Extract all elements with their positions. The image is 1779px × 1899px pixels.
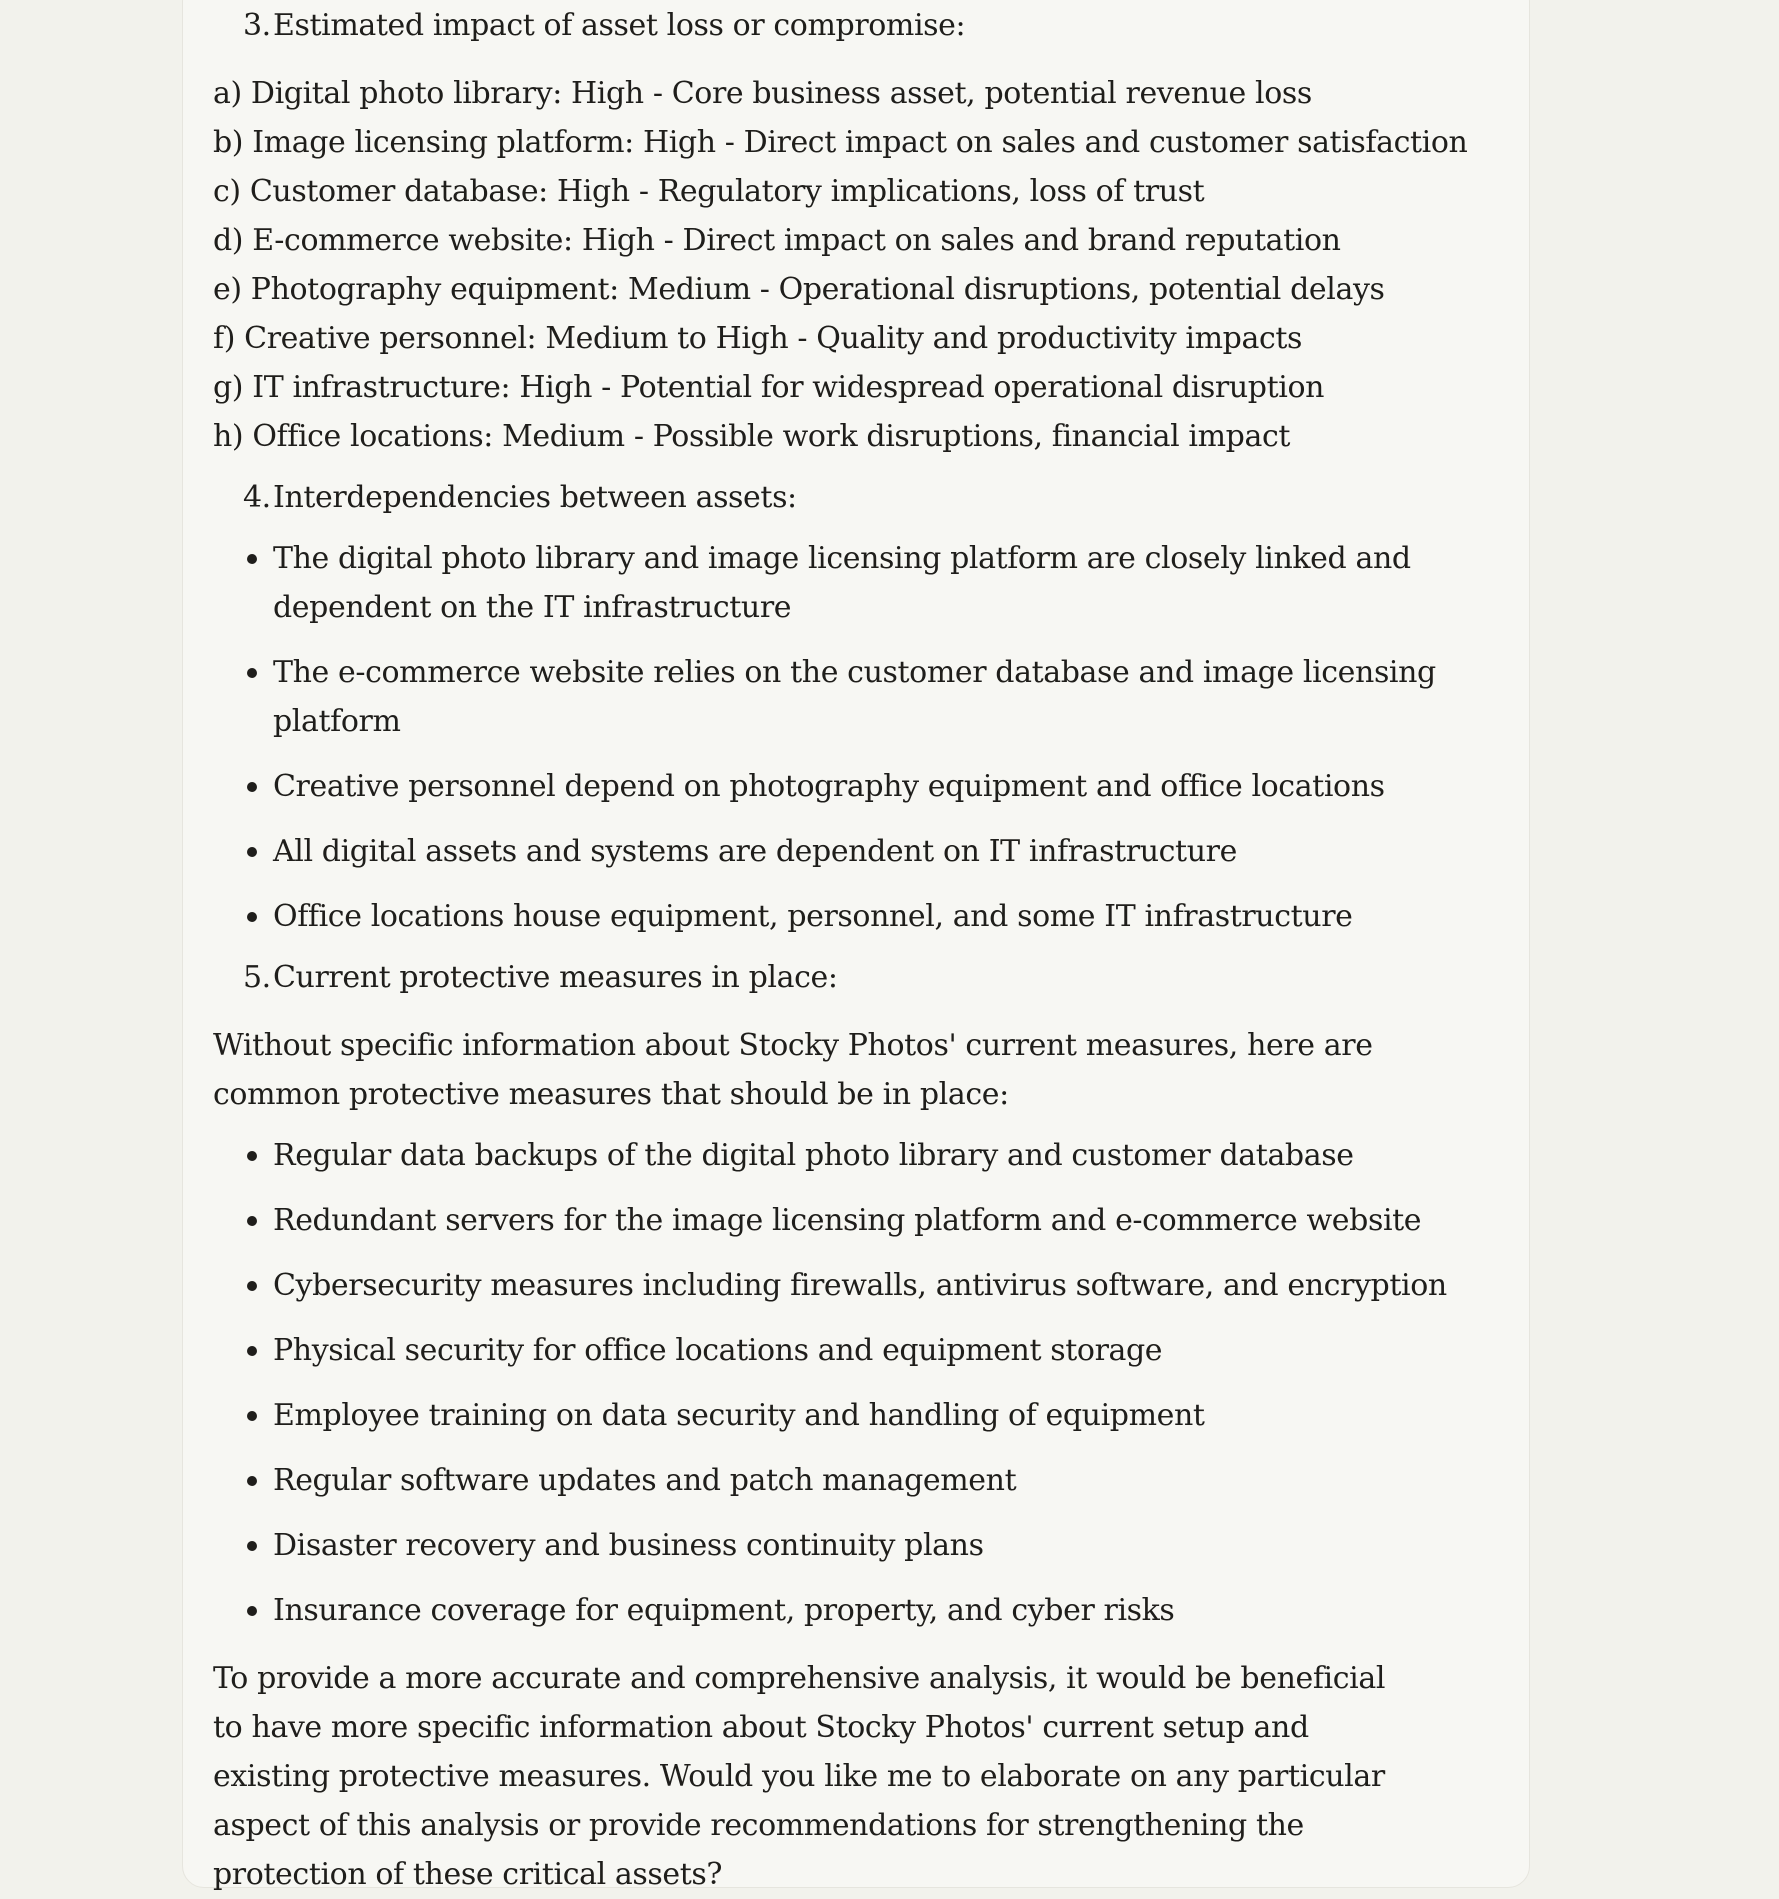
list-item xyxy=(213,762,1473,811)
list-item-text: Redundant servers for the image licensing platform and e-commerce website xyxy=(273,1203,1422,1238)
list-item-text: Regular data backups of the digital photo library and customer database xyxy=(273,1138,1354,1173)
list-item-text: All digital assets and systems are dependent on IT infrastructure xyxy=(273,834,1237,869)
section-5-title: Current protective measures in place: xyxy=(273,960,838,995)
bullet-icon xyxy=(247,1281,257,1291)
section-3-heading xyxy=(243,1,1473,50)
section-3-number: 3. xyxy=(243,8,271,43)
bullet-icon xyxy=(247,668,257,678)
section-3-title: Estimated impact of asset loss or compromise: xyxy=(273,8,966,43)
impact-item: d) E-commerce website: High - Direct impact on sales and brand reputation xyxy=(213,223,1341,258)
list-item-text: Creative personnel depend on photography equipment and office locations xyxy=(273,769,1385,804)
list-item xyxy=(213,827,1473,876)
list-item xyxy=(213,892,1473,941)
list-item xyxy=(213,1261,1473,1310)
message-content xyxy=(213,1,1473,1899)
bullet-icon xyxy=(247,1216,257,1226)
assistant-message-card xyxy=(182,0,1530,1892)
impact-item: a) Digital photo library: High - Core business asset, potential revenue loss xyxy=(213,76,1312,111)
list-item xyxy=(213,1326,1473,1375)
list-item xyxy=(213,1521,1473,1570)
list-item-text: Insurance coverage for equipment, property, and cyber risks xyxy=(273,1593,1175,1628)
list-item-text: Cybersecurity measures including firewalls, antivirus software, and encryption xyxy=(273,1268,1447,1303)
interdependency-list xyxy=(213,534,1473,941)
bullet-icon xyxy=(247,1606,257,1616)
list-item-text: Regular software updates and patch management xyxy=(273,1463,1017,1498)
bullet-icon xyxy=(247,1541,257,1551)
impact-list xyxy=(213,69,1473,461)
section-5-intro: Without specific information about Stocky Photos' current measures, here are common protective measures that should be in place: xyxy=(213,1028,1373,1112)
list-item xyxy=(213,1131,1473,1180)
list-item-text: Disaster recovery and business continuity plans xyxy=(273,1528,984,1563)
list-item xyxy=(213,1456,1473,1505)
list-item xyxy=(213,648,1473,746)
list-item-text: The e-commerce website relies on the customer database and image licensing platform xyxy=(273,655,1436,739)
list-item xyxy=(213,1391,1473,1440)
bullet-icon xyxy=(247,782,257,792)
section-4-title: Interdependencies between assets: xyxy=(273,480,797,515)
bullet-icon xyxy=(247,1411,257,1421)
list-item xyxy=(213,1196,1473,1245)
list-item-text: Office locations house equipment, personnel, and some IT infrastructure xyxy=(273,899,1353,934)
impact-item: f) Creative personnel: Medium to High - Quality and productivity impacts xyxy=(213,321,1303,356)
bullet-icon xyxy=(247,847,257,857)
section-5-heading xyxy=(243,953,1473,1002)
bullet-icon xyxy=(247,1151,257,1161)
impact-item: c) Customer database: High - Regulatory implications, loss of trust xyxy=(213,174,1205,209)
list-item xyxy=(213,1586,1473,1635)
section-4-number: 4. xyxy=(243,480,271,515)
list-item-text: Employee training on data security and handling of equipment xyxy=(273,1398,1205,1433)
section-5-number: 5. xyxy=(243,960,271,995)
list-item-text: Physical security for office locations and equipment storage xyxy=(273,1333,1163,1368)
impact-item: g) IT infrastructure: High - Potential for widespread operational disruption xyxy=(213,370,1325,405)
bullet-icon xyxy=(247,554,257,564)
impact-item: e) Photography equipment: Medium - Operational disruptions, potential delays xyxy=(213,272,1385,307)
bullet-icon xyxy=(247,912,257,922)
impact-item: b) Image licensing platform: High - Direct impact on sales and customer satisfaction xyxy=(213,125,1468,160)
list-item xyxy=(213,534,1473,632)
impact-item: h) Office locations: Medium - Possible work disruptions, financial impact xyxy=(213,419,1291,454)
closing-paragraph: To provide a more accurate and comprehensive analysis, it would be beneficial to have more specific information about Stocky Photos' current setup and existing protective measures. Would you like me to elaborate on any particular aspect of this analysis or provide recommendations for strengthening the protection of these critical assets? xyxy=(213,1661,1386,1892)
bullet-icon xyxy=(247,1346,257,1356)
section-4-heading xyxy=(243,473,1473,522)
protective-measures-list xyxy=(213,1131,1473,1635)
bullet-icon xyxy=(247,1476,257,1486)
list-item-text: The digital photo library and image licensing platform are closely linked and dependent on the IT infrastructure xyxy=(273,541,1411,625)
